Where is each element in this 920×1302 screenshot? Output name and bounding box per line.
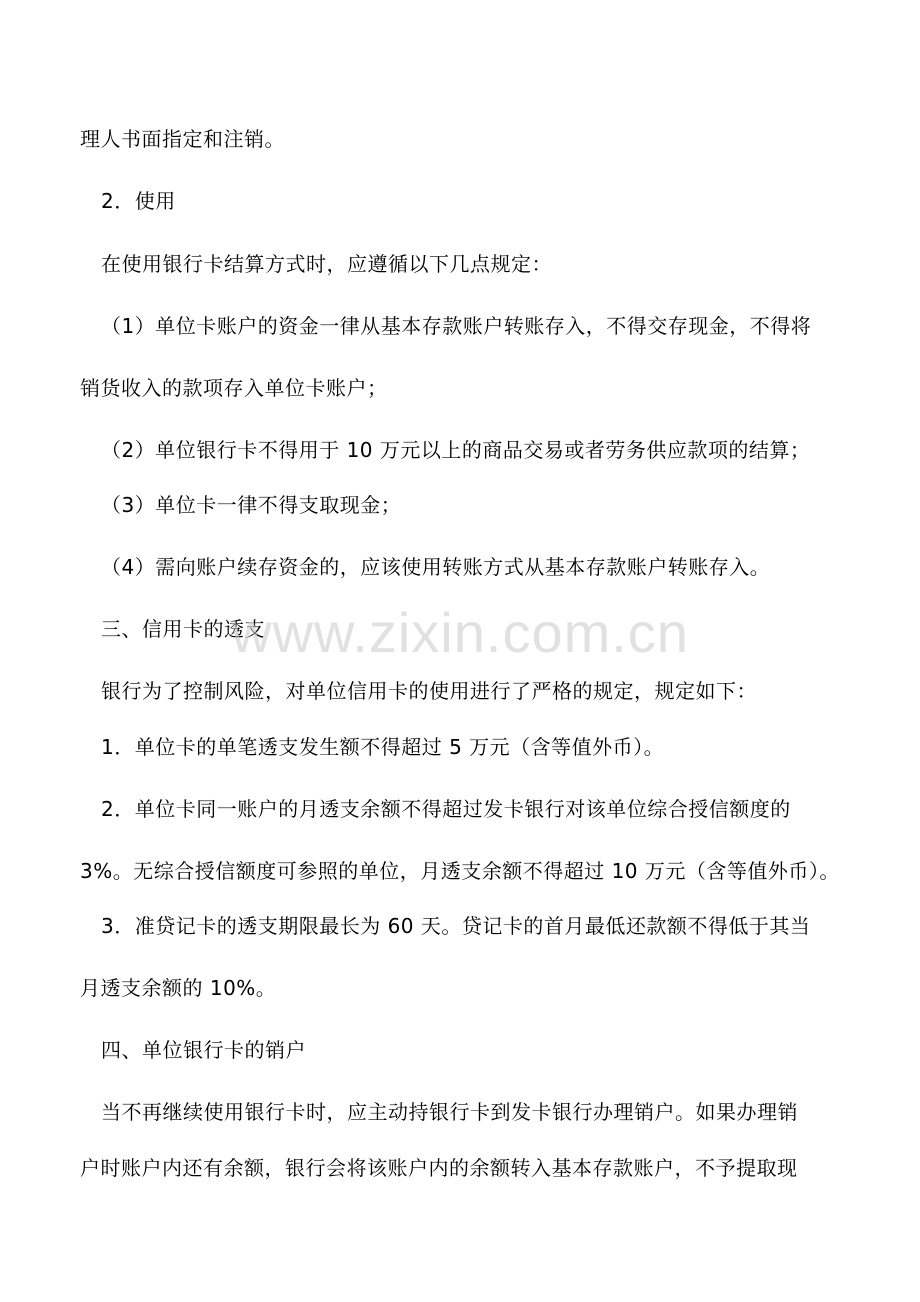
list-item: （4）需向账户续存资金的，应该使用转账方式从基本存款账户转账存入。 bbox=[101, 555, 771, 579]
text-line: 月透支余额的 10%。 bbox=[80, 976, 277, 1000]
watermark-text: www.zixin.com.cn bbox=[231, 601, 689, 664]
section-heading: 四、单位银行卡的销户 bbox=[101, 1038, 306, 1062]
text-line: 理人书面指定和注销。 bbox=[80, 127, 285, 151]
section-heading: 三、信用卡的透支 bbox=[101, 617, 265, 641]
text-line: 3%。无综合授信额度可参照的单位，月透支余额不得超过 10 万元（含等值外币）。 bbox=[80, 859, 840, 883]
list-item: （2）单位银行卡不得用于 10 万元以上的商品交易或者劳务供应款项的结算； bbox=[101, 438, 811, 462]
list-item: （1）单位卡账户的资金一律从基本存款账户转账存入，不得交存现金，不得将 bbox=[101, 314, 812, 338]
text-line: 银行为了控制风险，对单位信用卡的使用进行了严格的规定，规定如下： bbox=[101, 679, 757, 703]
list-item: 2．单位卡同一账户的月透支余额不得超过发卡银行对该单位综合授信额度的 bbox=[101, 797, 791, 821]
list-item: （3）单位卡一律不得支取现金； bbox=[101, 493, 402, 517]
text-line: 销货收入的款项存入单位卡账户； bbox=[80, 376, 388, 400]
list-item: 3．准贷记卡的透支期限最长为 60 天。贷记卡的首月最低还款额不得低于其当 bbox=[101, 914, 811, 938]
text-line: 在使用银行卡结算方式时，应遵循以下几点规定： bbox=[101, 252, 552, 276]
text-line: 当不再继续使用银行卡时，应主动持银行卡到发卡银行办理销户。如果办理销 bbox=[101, 1100, 798, 1124]
list-item: 1．单位卡的单笔透支发生额不得超过 5 万元（含等值外币）。 bbox=[101, 735, 665, 759]
text-line: 户时账户内还有余额，银行会将该账户内的余额转入基本存款账户，不予提取现 bbox=[80, 1156, 798, 1180]
section-heading: 2．使用 bbox=[101, 189, 176, 213]
